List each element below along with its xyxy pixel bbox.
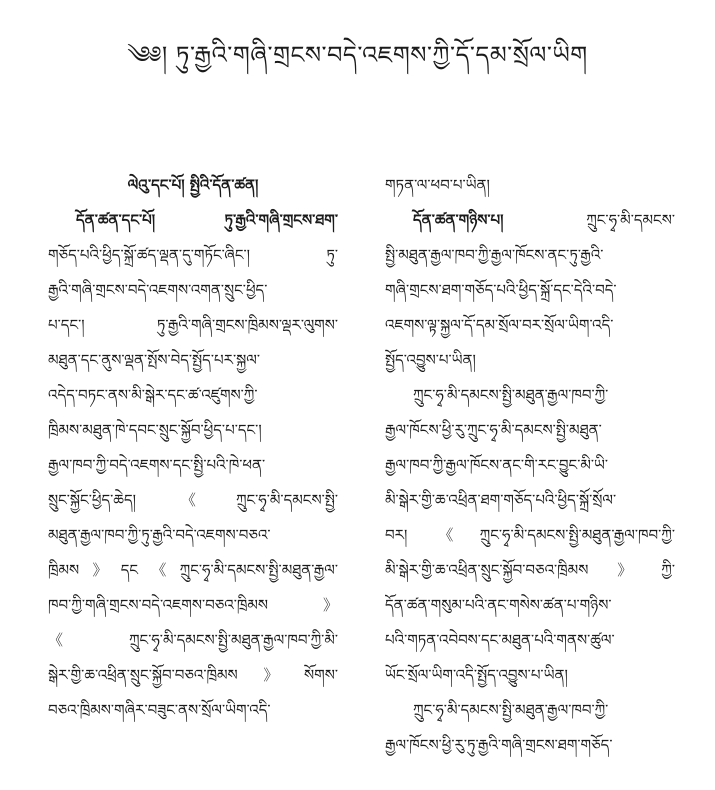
text-line: ཡོང་སྲོལ་ཡིག་འདི་སྤྱོད་འབྱུས་པ་ཡིན། [385,666,568,684]
text-line: རྒྱལ་ཁབ་ཀྱི་བདེ་འཇགས་དང་སྤྱི་པའི་ཁེ་ཕན་ [48,456,266,474]
text-line: བར། 《ཀྲུང་ཧྭ་མི་དམངས་སྤྱི་མཐུན་རྒྱལ་ཁབ་ཀྱི་ [385,526,675,544]
text-line: གཏན་ལ་ཕབ་པ་ཡིན། [385,176,490,194]
text-line: 《ཀྲུང་ཧྭ་མི་དམངས་སྤྱི་མཐུན་རྒྱལ་ཁབ་ཀྱི་མི་ [48,631,338,649]
text-line: རྒྱའི་གཞི་གྲངས་བདེ་འཇགས་འགན་སྲུང་ཕྱིད་ [48,281,268,299]
text-line: སྤྱི་མཐུན་རྒྱལ་ཁབ་ཀྱི་རྒྱལ་ཁོངས་ནང་ཏུ་རྒྱའི་ [385,246,604,264]
left-column [48,168,338,728]
text-line: གཞི་གྲངས་ཐག་གཅོད་པའི་ཕྱིད་སྐྲོ་དང་དེའི་བདེ་ [385,281,617,299]
text-line: སྤྱོད་འབྱུས་པ་ཡིན། [385,351,476,369]
article-two-first-line [385,203,675,238]
text-line: ཁྲིམས་མཐུན་ཁེ་དབང་སྲུང་སྐྱོབ་ཕྱིད་པ་དང་། [48,421,262,439]
text-line: སྲུང་སྐྱོང་ཕྱིད་ཆེད། 《ཀྲུང་ཧྭ་མི་དམངས་སྤྱི་ [48,491,338,509]
text-line: རྒྱལ་ཁབ་ཀྱི་རྒྱལ་ཁོངས་ནང་གི་རང་བྱུང་མི་ཡི་ [385,456,609,474]
text-line: ཀྲུང་ཧྭ་མི་དམངས་སྤྱི་མཐུན་རྒྱལ་ཁབ་ཀྱི་ [413,386,609,404]
text-line: རྒྱལ་ཁོངས་ཕྱི་རུ་ཏུ་རྒྱའི་གཞི་གྲངས་ཐག་གཅོད་ [385,736,613,754]
text-line: མི་སྒེར་གྱི་ཆ་འཕྲིན་ཐག་གཅོད་པའི་ཕྱིད་སྐྲོ་སྲོལ་ [385,491,617,509]
text-line: སྒེར་གྱི་ཆ་འཕྲིན་སྲུང་སྐྱོབ་བཅའ་ཁྲིམས》སོགས་ [48,666,338,684]
text-run: ཀྲུང་ཧྭ་མི་དམངས་ [503,211,675,229]
text-line: དོན་ཚན་གསུམ་པའི་ནང་གསེས་ཚན་པ་གཉིས་ [385,596,612,614]
text-line: འདེད་བཏང་ནས་མི་སྒེར་དང་ཚ་འཛུགས་ཀྱི་ [48,386,258,404]
text-line: མི་སྒེར་གྱི་ཆ་འཕྲིན་སྲུང་སྐྱོབ་བཅའ་ཁྲིམས》ཀྱི་ [385,561,675,579]
document-title: ༄༅། ཏུ་རྒྱའི་གཞི་གྲངས་བདེ་འཇགས་ཀྱི་དོ་དམ་སྲོལ་ཡིག [127,41,588,69]
article-two-lead: དོན་ཚན་གཉིས་པ། [413,211,504,229]
text-line: དོན་ཚན་དང་པོ། ཏུ་རྒྱའི་གཞི་གྲངས་ཐག་ [76,211,338,229]
text-line: འཇགས་ལྟ་སྐྱལ་དོ་དམ་སྲོལ་བར་སྲོལ་ཡིག་འདི་ [385,316,614,334]
right-column [385,168,675,763]
text-line: ཀྲུང་ཧྭ་མི་དམངས་སྤྱི་མཐུན་རྒྱལ་ཁབ་ཀྱི་ [413,701,609,719]
text-line: གཅོད་པའི་ཕྱིད་སྐྲོ་ཚད་ལྡན་དུ་གཏོང་ཞིང་། ཏུ་ [48,246,338,264]
text-line: ཁྲིམས》དང《ཀྲུང་ཧྭ་མི་དམངས་སྤྱི་མཐུན་རྒྱལ་ [48,561,338,579]
text-line: བཅའ་ཁྲིམས་གཞིར་བཟུང་ནས་སྲོལ་ཡིག་འདི་ [48,701,271,719]
text-line: མཐུན་དང་ནུས་ལྡན་སྤོས་བེད་སྤྱོད་པར་སྐྱལ་ [48,351,260,369]
text-line: པའི་གཏན་འབེབས་དང་མཐུན་པའི་གནས་ཚུལ་ [385,631,615,649]
text-line: རྒྱལ་ཁོངས་ཕྱི་རུ་ཀྲུང་ཧྭ་མི་དམངས་སྤྱི་མཐུན་ [385,421,602,439]
text-line: པ་དང་། ཏུ་རྒྱའི་གཞི་གྲངས་ཁྲིམས་ལྡར་ལུགས་ [48,316,338,334]
text-line: མཐུན་རྒྱལ་ཁབ་ཀྱི་ཏུ་རྒྱའི་བདེ་འཇགས་བཅའ་ [48,526,271,544]
chapter-heading: ལེའུ་དང་པོ། སྤྱིའི་དོན་ཚན། [127,176,259,194]
text-line: ཁབ་ཀྱི་གཞི་གྲངས་བདེ་འཇགས་བཅའ་ཁྲིམས》 [48,596,338,614]
